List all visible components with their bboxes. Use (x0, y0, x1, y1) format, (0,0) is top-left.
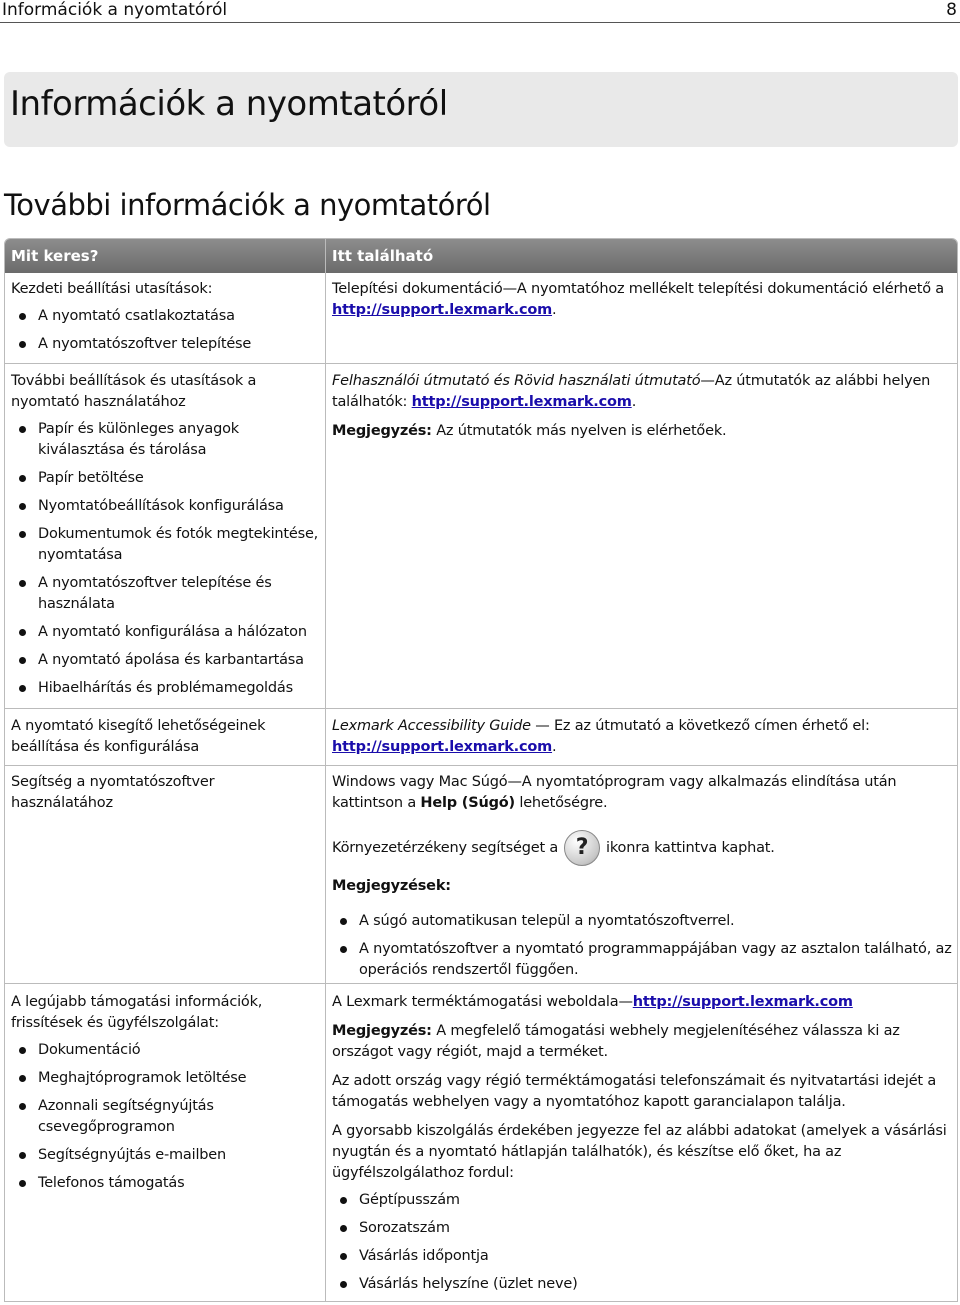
row-divider (5, 708, 957, 709)
running-header-title: Információk a nyomtatóról (2, 0, 228, 20)
list-item: A nyomtatószoftver telepítése (11, 334, 319, 355)
row4-right-end: lehetőségre. (514, 795, 608, 811)
row4-right-context: Környezetérzékeny segítséget a (332, 840, 559, 856)
row4-right-p1: Windows vagy Mac Súgó—A nyomtatóprogram vagy alkalmazás elindítása után kattintson a Help (Súgó) lehetőségre. (332, 774, 897, 811)
row2-right-body: Az útmutatók az alábbi helyen találhatók: (332, 373, 931, 410)
list-item: Telefonos támogatás (11, 1173, 319, 1194)
row3-left (11, 716, 319, 758)
row1-right-body: A nyomtatóhoz mellékelt telepítési dokumentáció elérhető a (516, 281, 944, 297)
row4-right-context-end: ikonra kattintva kaphat. (606, 840, 775, 856)
notes-label: Megjegyzések: (332, 878, 451, 894)
help-menu-label: Help (Súgó) (420, 795, 515, 811)
row4-right-lead: Windows vagy Mac Súgó (332, 774, 508, 790)
list-item: Segítségnyújtás e-mailben (11, 1145, 319, 1166)
row2-right-text: Felhasználói útmutató és Rövid használati útmutató—Az útmutatók az alábbi helyen találhatók: http://support.lexmark.com. (332, 373, 931, 410)
row3-left-text: A nyomtató kisegítő lehetőségeinek beállítása és konfigurálása (11, 718, 266, 755)
row1-left-list (11, 306, 319, 355)
row4-right-body: A nyomtatóprogram vagy alkalmazás elindítása után kattintson a (332, 774, 897, 811)
note-text: Az útmutatók más nyelven is elérhetőek. (431, 423, 727, 439)
list-item: Dokumentumok és fotók megtekintése, nyomtatása (11, 524, 319, 566)
row3-right-text (332, 716, 952, 758)
list-item: Papír betöltése (11, 468, 319, 489)
row1-left-intro: Kezdeti beállítási utasítások: (11, 281, 213, 297)
list-item: Papír és különleges anyagok kiválasztása és tárolása (11, 419, 319, 461)
row4-left (11, 772, 319, 814)
row2-left (11, 371, 319, 706)
row5-left-list (11, 1040, 319, 1194)
list-item: Nyomtatóbeállítások konfigurálása (11, 496, 319, 517)
support-link[interactable]: http://support.lexmark.com (332, 739, 553, 755)
row3-right (332, 716, 952, 758)
period: . (552, 302, 557, 318)
list-item: A nyomtatószoftver telepítése és használata (11, 573, 319, 615)
row5-right-p3: A gyorsabb kiszolgálás érdekében jegyezze fel az alábbi adatokat (amelyek a vásárlási nyugtán és a nyomtató hátlapján találhatók), és készítse elő őket, ha az ügyfélszolgálathoz fordul: (332, 1123, 947, 1181)
row5-right-lead: A Lexmark terméktámogatási weboldala— (332, 994, 633, 1010)
row5-right-p1 (332, 992, 952, 1013)
chapter-title: Információk a nyomtatóról (10, 84, 448, 124)
list-item: Vásárlás időpontja (332, 1246, 952, 1267)
list-item: Vásárlás helyszíne (üzlet neve) (332, 1274, 952, 1295)
row2-right-lead: Felhasználói útmutató és Rövid használati útmutató (332, 373, 701, 389)
row-divider (5, 765, 957, 766)
row-divider (5, 363, 957, 364)
row1-right (332, 279, 952, 321)
help-icon: ? (564, 830, 600, 866)
row2-right (332, 371, 952, 442)
row4-left-text: Segítség a nyomtatószoftver használatához (11, 774, 215, 811)
list-item: Meghajtóprogramok letöltése (11, 1068, 319, 1089)
row3-right-body: — Ez az útmutató a következő címen érhető el: (530, 718, 870, 734)
row5-right-p2: Az adott ország vagy régió terméktámogatási telefonszámait és nyitvatartási idejét a támogatás webhelyen vagy a nyomtatóhoz kapott garancialapon találja. (332, 1073, 937, 1110)
row4-right-p2 (332, 830, 952, 866)
row4-notes-list (332, 911, 952, 981)
row5-left (11, 992, 319, 1201)
column-divider (325, 239, 326, 1301)
section-title: További információk a nyomtatóról (4, 188, 491, 222)
list-item: Sorozatszám (332, 1218, 952, 1239)
note-label: Megjegyzés: (332, 423, 432, 439)
list-item: Dokumentáció (11, 1040, 319, 1061)
row5-right (332, 992, 952, 1302)
row3-right-lead: Lexmark Accessibility Guide (332, 718, 531, 734)
row1-right-lead: Telepítési dokumentáció (332, 281, 503, 297)
note-text: A megfelelő támogatási webhely megjelenítéséhez válassza ki az országot vagy régiót, majd a terméket. (332, 1023, 900, 1060)
list-item: A nyomtatószoftver a nyomtató programmappájában vagy az asztalon található, az operációs rendszertől függően. (332, 939, 952, 981)
row2-left-intro: További beállítások és utasítások a nyomtató használatához (11, 373, 257, 410)
list-item: A nyomtató csatlakoztatása (11, 306, 319, 327)
row5-left-intro: A legújabb támogatási információk, frissítések és ügyfélszolgálat: (11, 994, 263, 1031)
support-link[interactable]: http://support.lexmark.com (632, 994, 853, 1010)
column-header-what: Mit keres? (11, 247, 99, 265)
list-item: Géptípusszám (332, 1190, 952, 1211)
running-header (0, 0, 960, 23)
row1-left (11, 279, 319, 362)
note-label: Megjegyzés: (332, 1023, 432, 1039)
period: . (631, 394, 637, 410)
row5-right-list (332, 1190, 952, 1295)
list-item: A súgó automatikusan települ a nyomtatószoftverrel. (332, 911, 952, 932)
column-header-where: Itt található (332, 247, 434, 265)
row1-right-text: Telepítési dokumentáció—A nyomtatóhoz mellékelt telepítési dokumentáció elérhető a http://support.lexmark.com. (332, 281, 944, 318)
row5-note (332, 1021, 952, 1063)
period: . (552, 739, 557, 755)
support-link[interactable]: http://support.lexmark.com (332, 302, 553, 318)
list-item: A nyomtató konfigurálása a hálózaton (11, 622, 319, 643)
list-item: A nyomtató ápolása és karbantartása (11, 650, 319, 671)
row2-note (332, 421, 952, 442)
row2-left-list (11, 419, 319, 699)
support-link[interactable]: http://support.lexmark.com (411, 394, 632, 410)
list-item: Hibaelhárítás és problémamegoldás (11, 678, 319, 699)
info-table (4, 238, 958, 1302)
table-header (5, 239, 957, 273)
page-number: 8 (946, 0, 957, 20)
row4-right (332, 772, 952, 988)
list-item: Azonnali segítségnyújtás csevegőprogramon (11, 1096, 319, 1138)
